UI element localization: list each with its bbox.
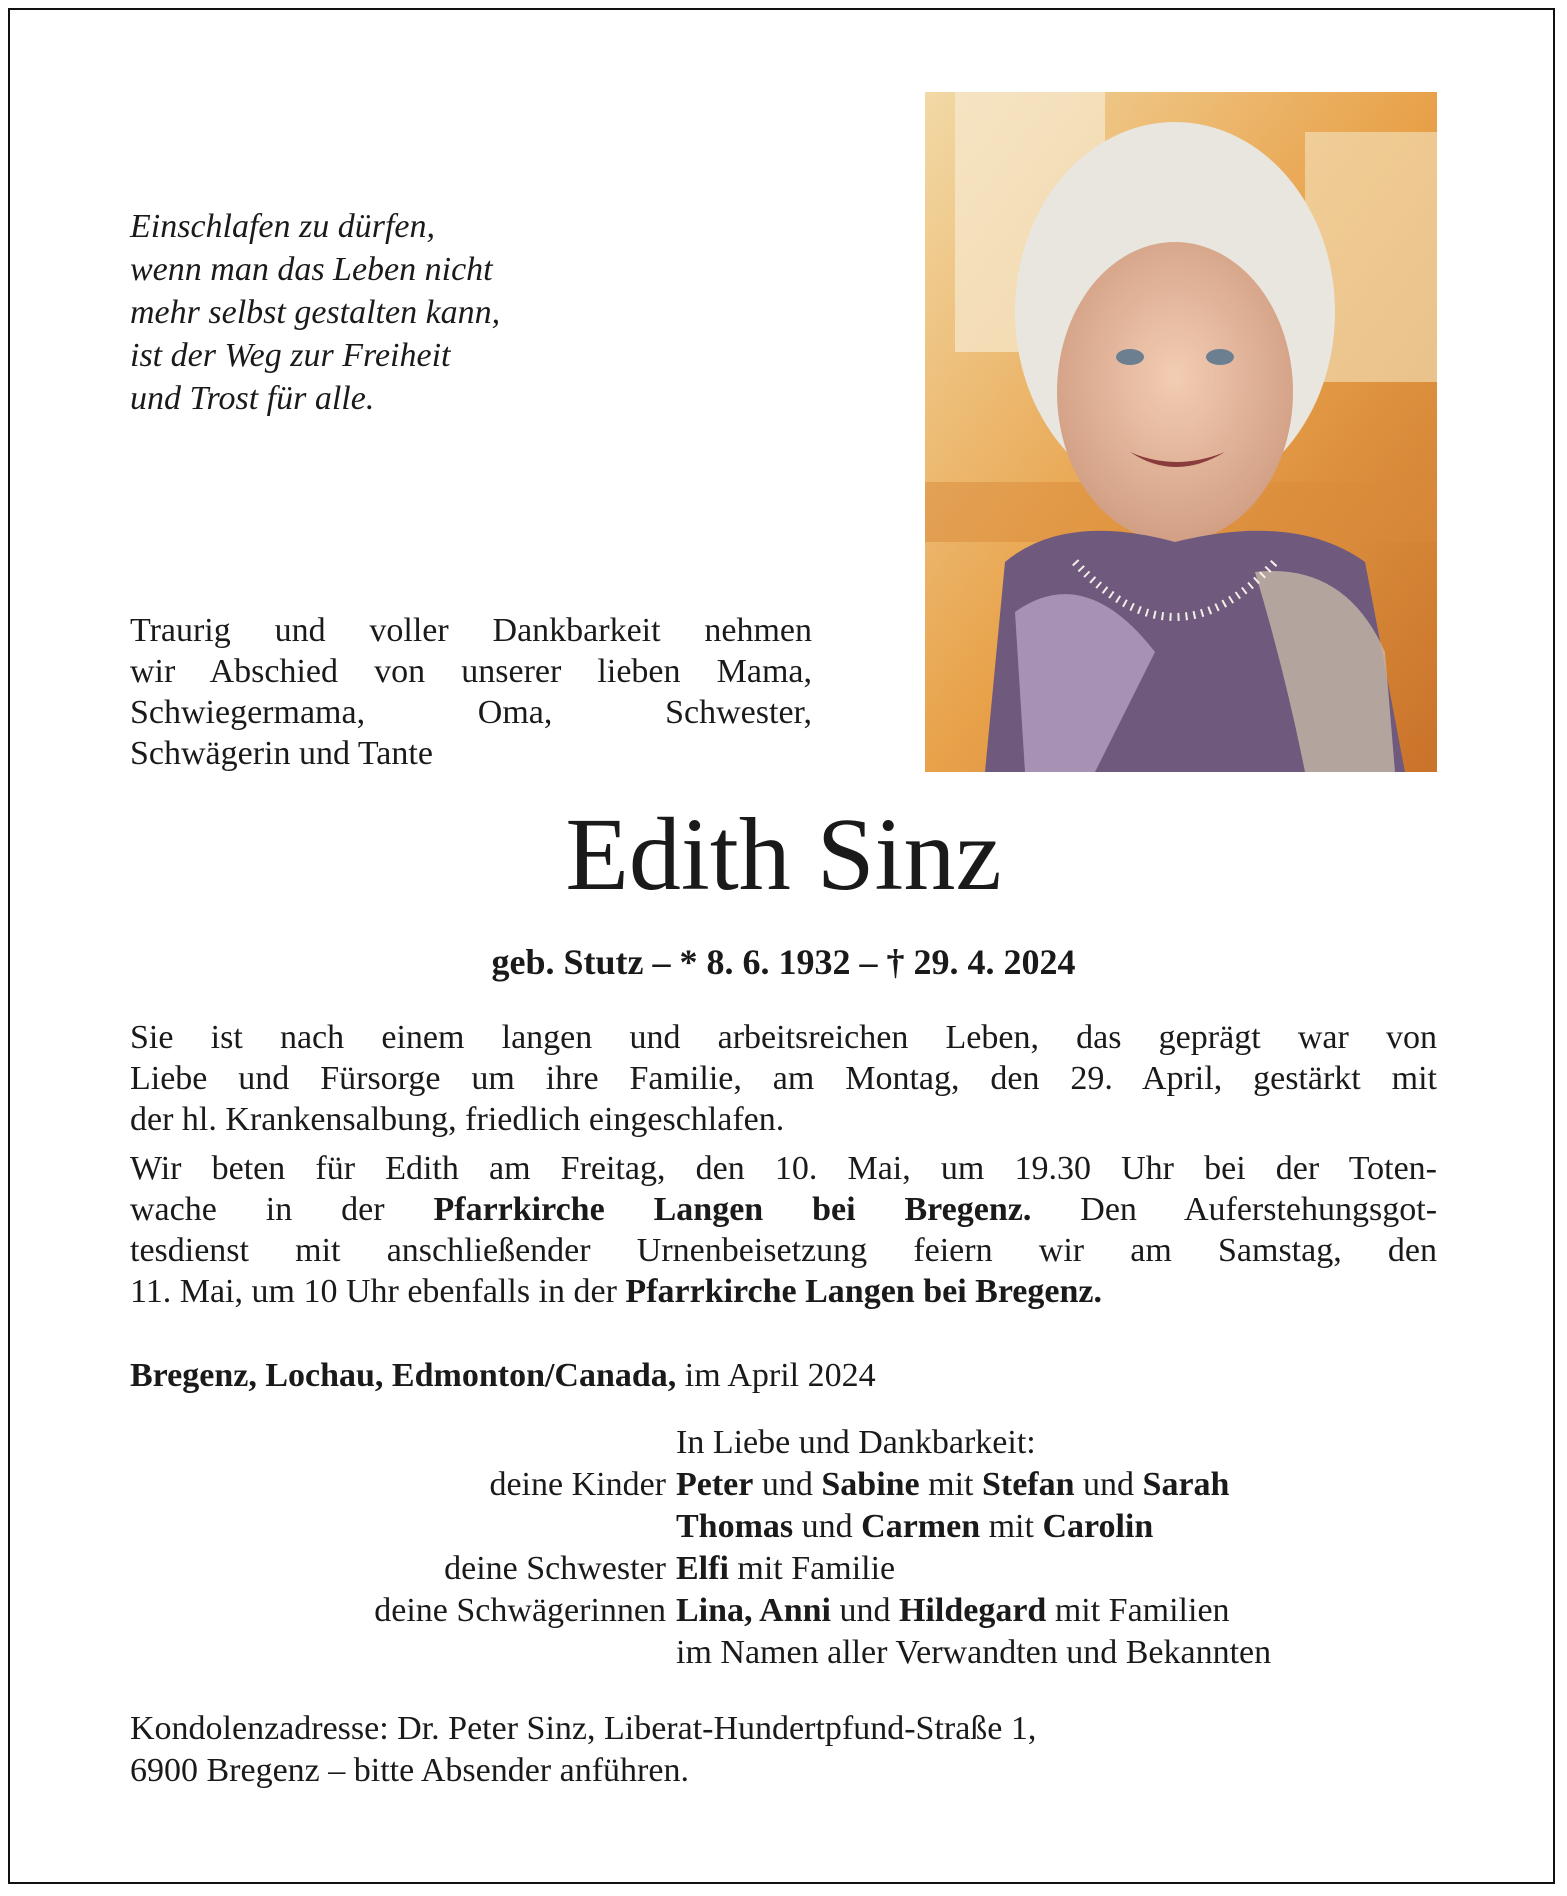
person-name: Hildegard: [898, 1592, 1047, 1629]
connector-text: mit Familien: [1046, 1592, 1230, 1629]
intro-text: [130, 610, 812, 774]
church-name: Pfarrkirche Langen bei Bregenz.: [625, 1273, 1102, 1310]
signature-row: [130, 1464, 1450, 1506]
condolence-line: 6900 Bregenz – bitte Absender anführen.: [130, 1752, 689, 1789]
signature-closing: im Namen aller Verwandten und Bekannten: [676, 1634, 1272, 1671]
relation-names: [676, 1590, 1450, 1632]
paragraph-service: [130, 1148, 1437, 1312]
paragraph-passing: [130, 1017, 1437, 1140]
condolence-line: Kondolenzadresse: Dr. Peter Sinz, Liberat-Hundertpfund-Straße 1,: [130, 1710, 1037, 1747]
poem-line: ist der Weg zur Freiheit: [130, 337, 451, 374]
relation-names: [676, 1464, 1450, 1506]
relation-label: deine Schwägerinnen: [374, 1592, 666, 1629]
text-line: Wir beten für Edith am Freitag, den 10. Mai, um 19.30 Uhr bei der Toten-: [130, 1150, 1437, 1187]
month-year: im April 2024: [684, 1357, 876, 1394]
connector-text: mit: [980, 1508, 1043, 1545]
life-dates: geb. Stutz – * 8. 6. 1932 – † 29. 4. 2024: [491, 942, 1076, 982]
signature-row: [130, 1506, 1450, 1548]
person-name: Sarah: [1142, 1466, 1230, 1503]
person-name: Lina, Anni: [676, 1592, 831, 1629]
connector-text: mit: [919, 1466, 982, 1503]
person-name: Thomas: [676, 1508, 794, 1545]
portrait-photo: [925, 92, 1437, 772]
poem-line: wenn man das Leben nicht: [130, 251, 493, 288]
church-name: Pfarrkirche Langen bei Bregenz.: [433, 1191, 1032, 1228]
text-line: Liebe und Fürsorge um ihre Familie, am Montag, den 29. April, gestärkt mit: [130, 1060, 1437, 1097]
connector-text: und: [753, 1466, 822, 1503]
relation-names: [676, 1548, 1450, 1590]
intro-line: Traurig und voller Dankbarkeit nehmen: [130, 612, 812, 649]
person-name: Carmen: [861, 1508, 981, 1545]
text-line: [130, 1271, 1437, 1312]
poem-line: und Trost für alle.: [130, 380, 375, 417]
connector-text: und: [1074, 1466, 1143, 1503]
poem-line: Einschlafen zu dürfen,: [130, 208, 436, 245]
signature-heading: In Liebe und Dankbarkeit:: [676, 1424, 1036, 1461]
locations: Bregenz, Lochau, Edmonton/Canada,: [130, 1357, 677, 1394]
text-fragment: Den Auferstehungsgot-: [1080, 1191, 1438, 1228]
intro-line: Schwiegermama, Oma, Schwester,: [130, 694, 812, 731]
intro-line: Schwägerin und Tante: [130, 735, 433, 772]
relation-label: deine Schwester: [444, 1550, 666, 1587]
deceased-name: Edith Sinz: [565, 797, 1002, 912]
signatures: [130, 1422, 1450, 1674]
poem-line: mehr selbst gestalten kann,: [130, 294, 501, 331]
person-name: Stefan: [981, 1466, 1075, 1503]
relation-names: [676, 1506, 1450, 1548]
relation-label: deine Kinder: [489, 1466, 666, 1503]
person-name: Carolin: [1042, 1508, 1154, 1545]
condolence-address: [130, 1708, 1437, 1792]
text-line: tesdienst mit anschließender Urnenbeisetzung feiern wir am Samstag, den: [130, 1232, 1437, 1269]
intro-line: wir Abschied von unserer lieben Mama,: [130, 653, 812, 690]
text-line: Sie ist nach einem langen und arbeitsreichen Leben, das geprägt war von: [130, 1019, 1437, 1056]
signature-row: [130, 1548, 1450, 1590]
text-fragment: 11. Mai, um 10 Uhr ebenfalls in der: [130, 1273, 617, 1310]
person-name: Peter: [676, 1466, 754, 1503]
signature-heading-row: [130, 1422, 1450, 1464]
poem: [130, 205, 650, 420]
signature-row: [130, 1590, 1450, 1632]
text-fragment: wache in der: [130, 1191, 385, 1228]
text-line: der hl. Krankensalbung, friedlich eingeschlafen.: [130, 1101, 785, 1138]
person-name: Sabine: [821, 1466, 920, 1503]
place-date: [130, 1355, 1437, 1396]
signature-row: [130, 1632, 1450, 1674]
portrait-photo-icon: [925, 92, 1437, 772]
connector-text: und: [830, 1592, 899, 1629]
text-line: [130, 1189, 1437, 1230]
person-name: Elfi: [676, 1550, 729, 1587]
obituary-text: [130, 1017, 1437, 1312]
connector-text: und: [793, 1508, 862, 1545]
connector-text: mit Familie: [728, 1550, 896, 1587]
